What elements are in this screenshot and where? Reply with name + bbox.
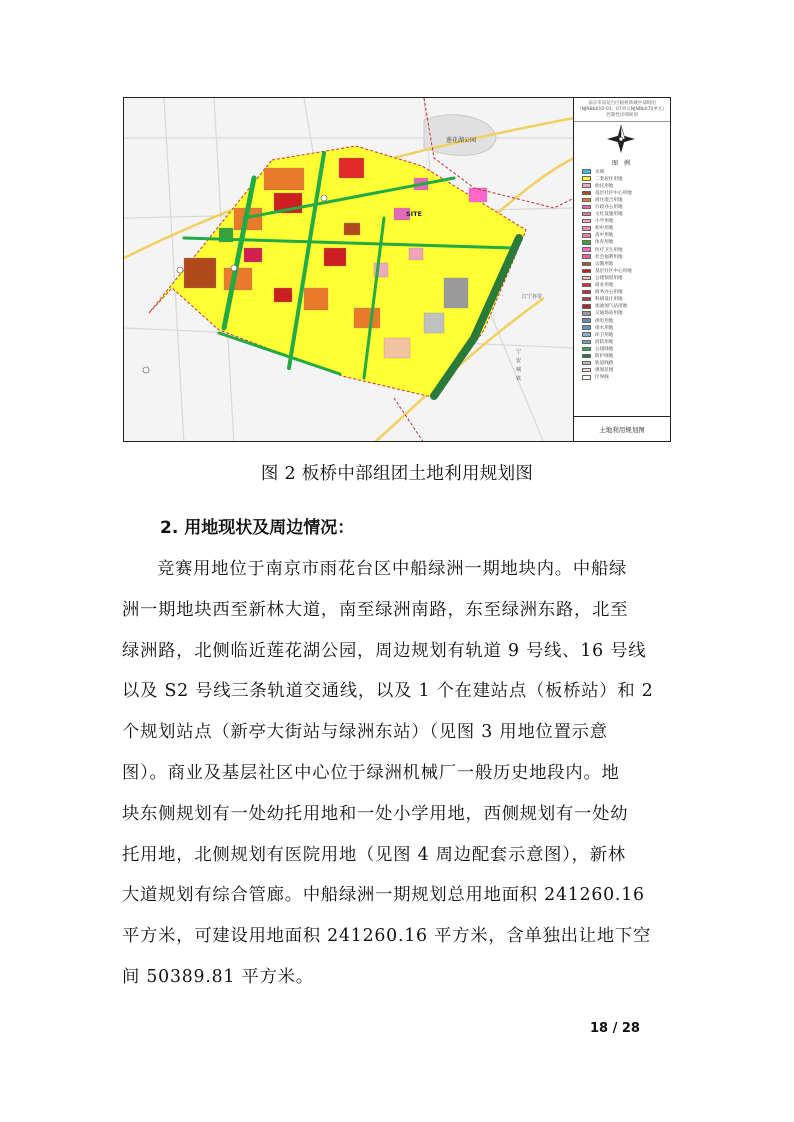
legend-label: 水域 (595, 169, 605, 175)
legend-item (582, 317, 670, 324)
legend-item (582, 289, 670, 296)
legend-label: 基层社区中心用地 (595, 190, 632, 196)
legend-item (582, 331, 670, 338)
legend-label: 商务办公用地 (595, 290, 623, 296)
legend-item (582, 253, 670, 260)
legend-label: 商住混合用地 (595, 197, 623, 203)
label-railway: 宁安城铁 (516, 349, 522, 382)
legend-item (582, 239, 670, 246)
legend-swatch (582, 247, 591, 252)
legend-swatch (582, 340, 591, 345)
legend-label: 交通场站用地 (595, 311, 623, 317)
legend-item (582, 374, 670, 381)
legend-swatch (582, 183, 591, 188)
legend-item (582, 310, 670, 317)
legend-swatch (582, 176, 591, 181)
legend-swatch (582, 361, 591, 366)
legend-item (582, 189, 670, 196)
legend-item (582, 345, 670, 352)
legend-swatch (582, 332, 591, 337)
legend-swatch (582, 198, 591, 203)
paragraph-line: 块东侧规划有一处幼托用地和一处小学用地，西侧规划有一处幼 (122, 803, 629, 824)
legend-item (582, 232, 670, 239)
legend-title: 图 例 (612, 160, 632, 167)
legend-label: 公建预留用地 (595, 275, 623, 281)
legend-label: 文化设施用地 (595, 212, 623, 218)
label-east-town: 江宁谷里 (522, 294, 543, 300)
legend-header: 南京市雨花台区板桥新城中部组团（NJNBb010-01、07单元NJNBb070单元）控制性详细规划 (574, 98, 670, 122)
legend-item (582, 218, 670, 225)
legend-footer: 土地利用规划图 (574, 416, 670, 441)
legend-swatch (582, 191, 591, 196)
legend-swatch (582, 283, 591, 288)
legend-swatch (582, 262, 591, 267)
paragraph-line: 以及 S2 号线三条轨道交通线，以及 1 个在建站点（板桥站）和 2 (122, 681, 654, 702)
legend-swatch (582, 254, 591, 259)
map-legend (573, 98, 670, 441)
legend-item (582, 203, 670, 210)
legend-label: 社会福利用地 (595, 254, 623, 260)
legend-swatch (582, 219, 591, 224)
compass-icon (574, 122, 670, 156)
figure-caption: 图 2 板桥中部组团土地利用规划图 (260, 464, 534, 484)
legend-item (582, 360, 670, 367)
legend-item (582, 274, 670, 281)
map-canvas (124, 98, 574, 442)
legend-item (582, 196, 670, 203)
legend-label: 加油加气站用地 (595, 304, 628, 310)
legend-item (582, 338, 670, 345)
legend-item (582, 246, 670, 253)
legend-label: 商业用地 (595, 283, 614, 289)
legend-swatch (582, 269, 591, 274)
legend-item (582, 303, 670, 310)
land-use-map (123, 97, 671, 442)
legend-item (582, 267, 670, 274)
legend-label: 轨道线路 (595, 361, 614, 367)
legend-swatch (582, 304, 591, 309)
paragraph-line: 平方米，可建设用地面积 241260.16 平方米，含单独出让地下空 (122, 926, 652, 947)
legend-item (582, 168, 670, 175)
legend-label: 基层社区中心用地 (595, 268, 632, 274)
legend-swatch (582, 276, 591, 281)
legend-swatch (582, 347, 591, 352)
legend-swatch (582, 226, 591, 231)
paragraph-line: 图）。商业及基层社区中心位于绿洲机械厂一般历史地段内。地 (122, 762, 620, 783)
paragraph-line: 个规划站点（新亭大街站与绿洲东站）（见图 3 用地位置示意 (122, 722, 608, 743)
legend-swatch (582, 169, 591, 174)
legend-item (582, 324, 670, 331)
legend-item (582, 225, 670, 232)
paragraph-line: 洲一期地块西至新林大道，南至绿洲南路，东至绿洲东路，北至 (122, 599, 629, 620)
legend-label: 幼托用地 (595, 183, 614, 189)
paragraph-line: 大道规划有综合管廊。中船绿洲一期规划总用地面积 241260.16 (122, 885, 645, 906)
legend-label: 小学用地 (595, 219, 614, 225)
legend-item (582, 211, 670, 218)
legend-label: 宗教用地 (595, 261, 614, 267)
legend-swatch (582, 375, 591, 380)
paragraph-line: 托用地，北侧规划有医院用地（见图 4 周边配套示意图），新林 (122, 844, 626, 865)
section-heading: 2. 用地现状及周边情况： (160, 518, 355, 538)
legend-swatch (582, 233, 591, 238)
legend-label: 环卫用地 (595, 332, 614, 338)
legend-swatch (582, 297, 591, 302)
legend-label: 科研设计用地 (595, 297, 623, 303)
paragraph-line: 间 50389.81 平方米。 (122, 966, 314, 987)
legend-item (582, 260, 670, 267)
legend-swatch (582, 311, 591, 316)
legend-item (582, 296, 670, 303)
legend-label: 供电用地 (595, 318, 614, 324)
legend-label: 行政办公用地 (595, 205, 623, 211)
legend-label: 排水用地 (595, 325, 614, 331)
page-number: 18 / 28 (590, 1021, 640, 1036)
legend-swatch (582, 205, 591, 210)
legend-label: 体育用地 (595, 240, 614, 246)
legend-label: 防护绿地 (595, 353, 614, 359)
paragraph-line: 竞赛用地位于南京市雨花台区中船绿洲一期地块内。中船绿 (157, 559, 628, 579)
legend-label: 初中用地 (595, 226, 614, 232)
legend-swatch (582, 318, 591, 323)
paragraph-line: 绿洲路，北侧临近莲花湖公园，周边规划有轨道 9 号线、16 号线 (122, 640, 647, 661)
legend-list (574, 168, 670, 381)
legend-swatch (582, 240, 591, 245)
legend-item (582, 175, 670, 182)
legend-swatch (582, 368, 591, 373)
legend-label: 公园绿地 (595, 346, 614, 352)
legend-swatch (582, 290, 591, 295)
legend-label: 高中用地 (595, 233, 614, 239)
legend-item (582, 182, 670, 189)
legend-label: 二类居住用地 (595, 176, 623, 182)
section-paragraph (122, 549, 674, 998)
legend-swatch (582, 325, 591, 330)
legend-label: 消防用地 (595, 339, 614, 345)
legend-swatch (582, 354, 591, 359)
label-site: SITE (406, 210, 422, 218)
label-park: 莲花湖公园 (446, 137, 477, 144)
legend-label: 规划范围 (595, 368, 614, 374)
legend-item (582, 367, 670, 374)
legend-item (582, 352, 670, 359)
legend-item (582, 282, 670, 289)
legend-label: 区界线 (595, 375, 609, 381)
legend-swatch (582, 212, 591, 217)
legend-label: 医疗卫生用地 (595, 247, 623, 253)
